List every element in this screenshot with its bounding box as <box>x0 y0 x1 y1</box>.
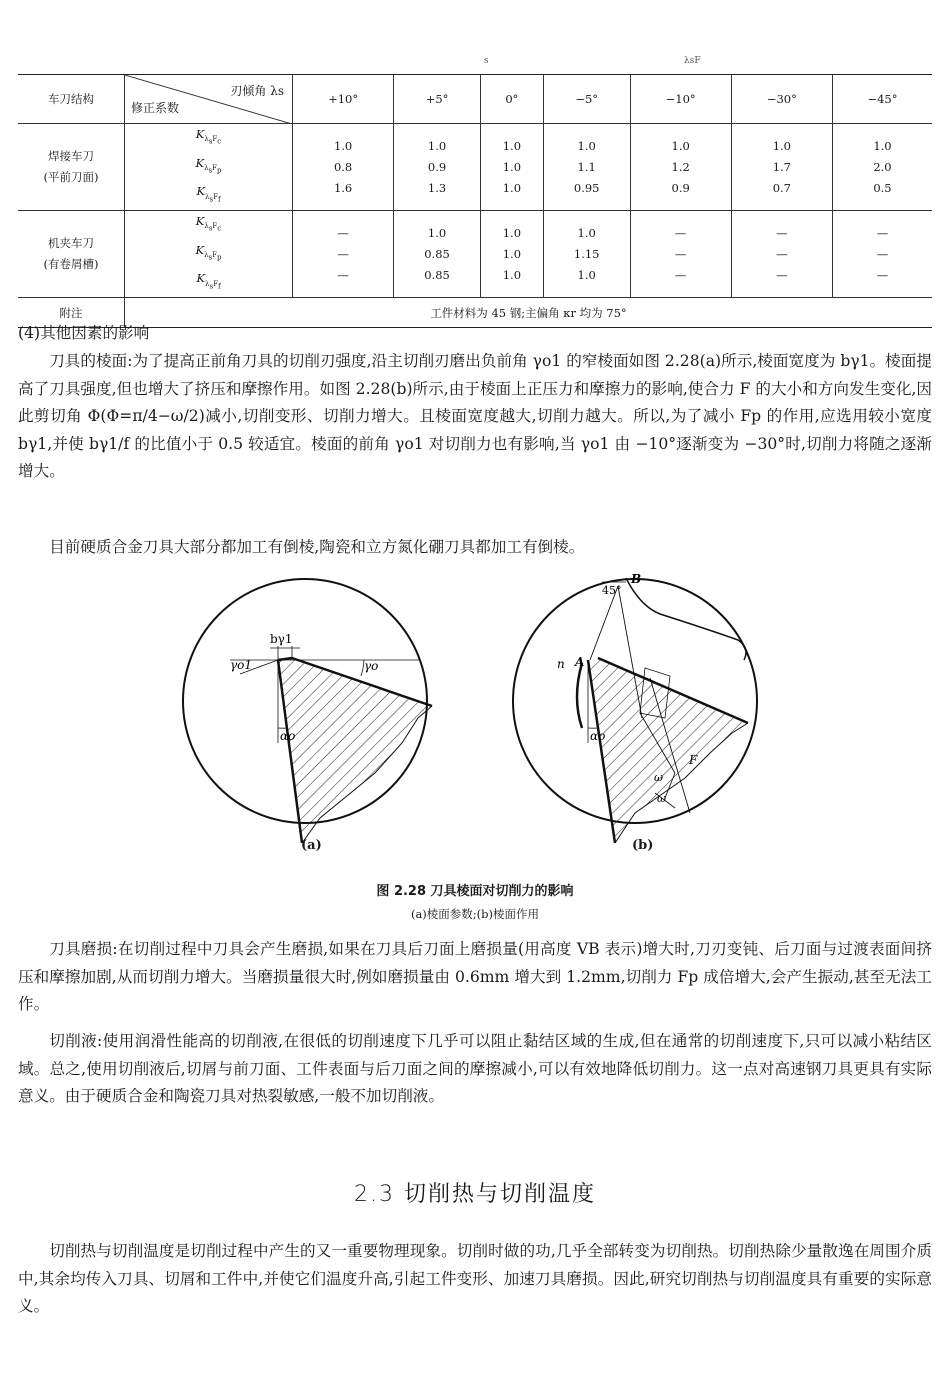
stray-mark-right: λsF <box>684 56 701 66</box>
para-chamfer-note: 目前硬质合金刀具大部分都加工有倒棱,陶瓷和立方氮化硼刀具都加工有倒棱。 <box>49 538 585 556</box>
para-chamfer: 刀具的棱面:为了提高正前角刀具的切削刃强度,沿主切削刃磨出负前角 γo1 的窄棱面如图 2.28(a)所示,棱面宽度为 bγ1。棱面提高了刀具强度,但也增大了挤压和摩擦作用。如图 2.28(b)所示,由于棱面上正压力和摩擦力的影响,使合力 F 的大小和方向发生变化,因此剪切角 Φ(Φ=π/4−ω/2)减小,切削变形、切削力增大。且棱面宽度越大,切削力越大。所以,为了减小 Fp 的作用,应选用较小宽度 bγ1,并使 bγ1/f 的比值小于 0.5 较适宜。棱面的前角 γo1 对切削力也有影响,当 γo1 由 −10°逐渐变为 −30°时,切削力将随之逐渐增大。 <box>18 352 932 480</box>
header-diagonal <box>125 75 293 124</box>
label-go: γo <box>364 659 379 673</box>
coef-label: $K_{\lambda_sF_c}$ <box>195 214 222 233</box>
label-omega-2: ω <box>657 792 666 805</box>
cell-col: — — — <box>832 211 932 298</box>
label-n: n <box>557 657 565 671</box>
label-ao-b: αo <box>590 729 606 743</box>
header-angle-4: −10° <box>630 75 731 124</box>
para-heading-other-factors: (4)其他因素的影响 <box>18 324 150 342</box>
figure-caption: 图 2.28 刀具棱面对切削力的影响 <box>376 884 574 899</box>
note-text: 工件材料为 45 钢;主偏角 κr 均为 75° <box>125 298 933 328</box>
header-angle-1: +5° <box>394 75 481 124</box>
cell-col: 1.0 2.0 0.5 <box>832 124 932 211</box>
figure-subcaption: (a)棱面参数;(b)棱面作用 <box>410 907 540 921</box>
group-clamped-coeffs <box>125 211 293 298</box>
para-coolant: 切削液:使用润滑性能高的切削液,在很低的切削速度下几乎可以阻止黏结区域的生成,但在通常的切削速度下,只可以减小粘结区域。总之,使用切削液后,切屑与前刀面、工件表面与后刀面之间的摩擦减小,可以有效地降低切削力。这一点对高速钢刀具更具有实际意义。由于硬质合金和陶瓷刀具对热裂敏感,一般不加切削液。 <box>18 1032 932 1105</box>
cell-col: 1.0 1.0 1.0 <box>480 211 543 298</box>
header-angle-6: −45° <box>832 75 932 124</box>
subfig-a-label: (a) <box>301 838 322 853</box>
cell-col: 1.0 1.2 0.9 <box>630 124 731 211</box>
coef-label: $K_{\lambda_sF_f}$ <box>196 271 221 291</box>
stray-mark-left: s <box>484 56 489 66</box>
header-structure: 车刀结构 <box>18 75 125 124</box>
cell-col: 1.0 1.7 0.7 <box>731 124 832 211</box>
cell-col: 1.0 1.0 1.0 <box>480 124 543 211</box>
header-angle-5: −30° <box>731 75 832 124</box>
coef-label: $K_{\lambda_sF_f}$ <box>196 184 221 204</box>
cell-col: 1.0 0.9 1.3 <box>394 124 481 211</box>
header-coef-label: 修正系数 <box>131 101 180 115</box>
coef-label: $K_{\lambda_sF_p}$ <box>195 242 222 262</box>
label-omega-1: ω <box>654 771 663 784</box>
header-angle-2: 0° <box>480 75 543 124</box>
header-angle-3: −5° <box>543 75 630 124</box>
group-welded-coeffs <box>125 124 293 211</box>
label-F: F <box>689 753 698 767</box>
cell-col: — — — <box>731 211 832 298</box>
figure-2-28 <box>170 568 780 868</box>
cell-col: 1.0 0.8 1.6 <box>293 124 394 211</box>
cell-col: — — — <box>293 211 394 298</box>
group-welded-name: 焊接车刀 (平前刀面) <box>18 124 125 211</box>
label-A: A <box>575 655 585 669</box>
label-ao-a: αo <box>280 729 296 743</box>
cell-col: 1.0 1.15 1.0 <box>543 211 630 298</box>
header-angle-0: +10° <box>293 75 394 124</box>
coef-label: $K_{\lambda_sF_p}$ <box>195 155 222 175</box>
cell-col: — — — <box>630 211 731 298</box>
note-label: 附注 <box>18 298 125 328</box>
cell-col: 1.0 0.85 0.85 <box>394 211 481 298</box>
coef-label: $K_{\lambda_sF_c}$ <box>195 127 222 146</box>
subfig-b-label: (b) <box>632 838 654 853</box>
label-g1: γo1 <box>230 658 253 672</box>
figure-drawing <box>170 568 780 868</box>
header-angle-label: 刃倾角 λs <box>230 84 284 98</box>
section-title: 2.3 切削热与切削温度 <box>354 1182 596 1207</box>
label-B: B <box>631 572 642 586</box>
group-clamped-name: 机夹车刀 (有卷屑槽) <box>18 211 125 298</box>
coefficient-table <box>18 74 932 328</box>
label-45deg: 45° <box>602 584 622 597</box>
label-b: bγ1 <box>270 632 293 646</box>
cell-col: 1.0 1.1 0.95 <box>543 124 630 211</box>
para-wear: 刀具磨损:在切削过程中刀具会产生磨损,如果在刀具后刀面上磨损量(用高度 VB 表示)增大时,刀刃变钝、后刀面与过渡表面间挤压和摩擦加剧,从而切削力增大。当磨损量很大时,例如磨损量由 0.6mm 增大到 1.2mm,切削力 Fp 成倍增大,会产生振动,甚至无法工作。 <box>18 940 932 1013</box>
para-heat: 切削热与切削温度是切削过程中产生的又一重要物理现象。切削时做的功,几乎全部转变为切削热。切削热除少量散逸在周围介质中,其余均传入刀具、切屑和工件中,并使它们温度升高,引起工件变形、加速刀具磨损。因此,研究切削热与切削温度具有重要的实际意义。 <box>18 1242 932 1315</box>
